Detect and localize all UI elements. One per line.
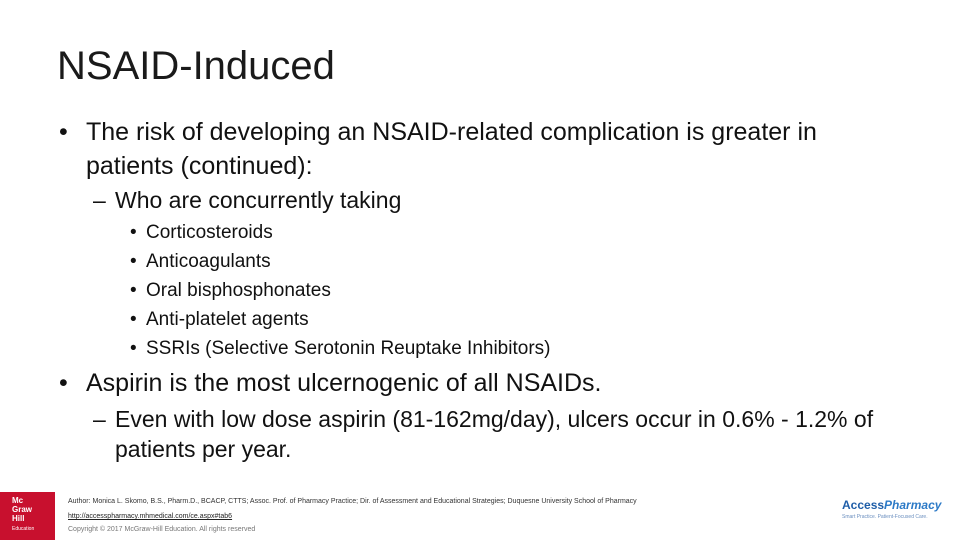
access-pharmacy-logo — [842, 498, 952, 528]
bullet-aspirin — [59, 366, 859, 400]
list-item-text: Oral bisphosphonates — [146, 280, 331, 301]
mcgraw-hill-logo — [0, 492, 55, 540]
list-item-text: SSRIs (Selective Serotonin Reuptake Inhibitors) — [146, 338, 551, 359]
sub-bullet-concurrent-text: Who are concurrently taking — [115, 187, 402, 213]
bullet-risk-text: The risk of developing an NSAID-related complication is greater in patients (continued): — [86, 118, 817, 180]
logo-line: Education — [12, 526, 35, 532]
bullet-marker: • — [59, 369, 68, 397]
list-item-corticosteroids — [130, 218, 273, 247]
list-item-text: Anticoagulants — [146, 251, 271, 272]
list-item-text: Anti-platelet agents — [146, 309, 309, 330]
bullet-marker: • — [59, 118, 68, 146]
footer-copyright: Copyright © 2017 McGraw-Hill Education. All rights reserved — [68, 526, 256, 533]
logo-word-pharmacy: Pharmacy — [884, 498, 942, 512]
logo-line: Hill — [12, 514, 25, 523]
bullet-risk — [59, 115, 859, 183]
list-item-antiplatelet — [130, 305, 309, 334]
dash-marker: – — [93, 187, 106, 213]
footer-link[interactable]: http://accesspharmacy.mhmedical.com/ce.aspx#tab6 — [68, 513, 233, 520]
sub-bullet-concurrent — [93, 185, 893, 215]
dash-marker: – — [93, 406, 106, 432]
bullet-marker: • — [130, 309, 137, 330]
list-item-anticoagulants — [130, 247, 271, 276]
bullet-marker: • — [130, 338, 137, 359]
sub-bullet-low-dose-text: Even with low dose aspirin (81-162mg/day), ulcers occur in 0.6% - 1.2% of patients per year. — [115, 406, 874, 462]
footer-author: Author: Monica L. Skomo, B.S., Pharm.D., BCACP, CTTS; Assoc. Prof. of Pharmacy Practice; Dir. of Assessment and Educational Strategies; Duquesne University School of Pharmacy — [68, 498, 637, 505]
bullet-marker: • — [130, 251, 137, 272]
slide-title: NSAID-Induced — [57, 44, 335, 88]
logo-tagline: Smart Practice. Patient-Focused Care. — [842, 514, 928, 520]
list-item-bisphosphonates — [130, 276, 331, 305]
bullet-marker: • — [130, 222, 137, 243]
bullet-marker: • — [130, 280, 137, 301]
sub-bullet-low-dose — [93, 404, 893, 464]
bullet-aspirin-text: Aspirin is the most ulcernogenic of all NSAIDs. — [86, 369, 602, 397]
logo-word-access: Access — [842, 498, 885, 512]
list-item-ssris — [130, 334, 550, 363]
logo-line: Mc — [12, 496, 24, 505]
list-item-text: Corticosteroids — [146, 222, 273, 243]
logo-line: Graw — [12, 505, 33, 514]
